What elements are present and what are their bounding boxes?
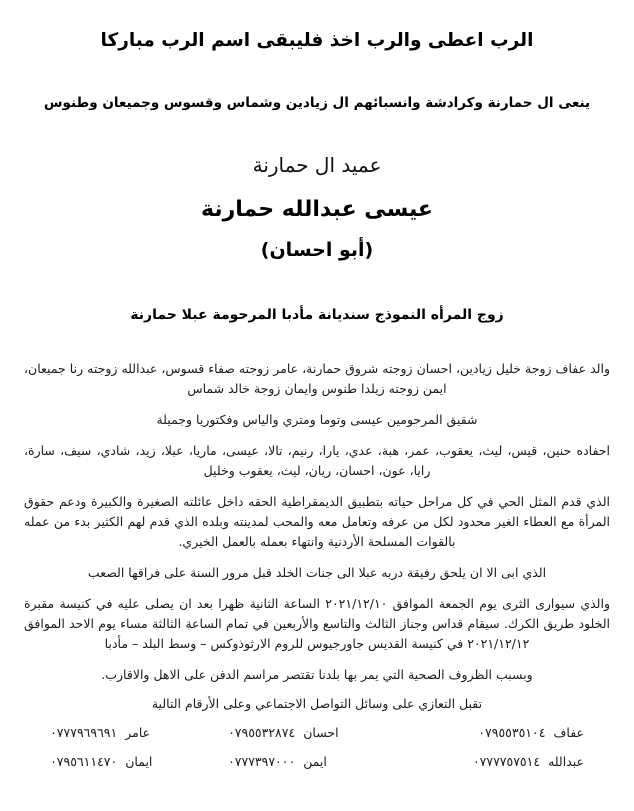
contact-entry-ayman	[228, 754, 406, 769]
paragraph-children: والد عفاف زوجة خليل زيادين، احسان زوجته شروق حمارنة، عامر زوجته صفاء قسوس، عبدالله زوجته رنا جميعان، ايمن زوجته زيلدا طنوس وايمان زوجة خالد شماس	[24, 361, 610, 396]
spouse-line: زوج المرأه النموذج سنديانة مأدبا المرحومة عبلا حمارنة	[130, 307, 504, 323]
deceased-honorific: عميد ال حمارنة	[252, 153, 382, 177]
contact-name: احسان	[303, 725, 339, 740]
obituary-body	[24, 359, 610, 685]
contact-name: عامر	[125, 725, 151, 740]
contact-entry-amer	[50, 725, 228, 740]
contact-entry-ihsan	[228, 725, 406, 740]
contact-phone: ٠٧٧٧٩٦٩٦٩١	[50, 725, 118, 740]
paragraph-siblings: شقيق المرحومين عيسى وتوما ومتري والياس وفكتوريا وجميلة	[156, 412, 478, 427]
contact-phone: ٠٧٩٥٥٣٢٨٧٤	[228, 725, 296, 740]
contact-entry-iman	[50, 754, 228, 769]
deceased-name: عيسى عبدالله حمارنة	[201, 197, 433, 222]
deceased-kunya: (أبو احسان)	[260, 239, 374, 261]
contact-numbers	[24, 725, 610, 769]
contact-phone: ٠٧٩٥٦١١٤٧٠	[50, 754, 118, 769]
paragraph-funeral-details: والذي سيوارى الثرى يوم الجمعة الموافق ٢٠٢١/١٢/١٠ الساعة الثانية ظهرا بعد ان يصلى عليه في كنيسة مقبرة الخلود طريق الكرك. سيقام قداس وجناز الثالث والتاسع والأربعين في تمام الساعة الثالثة مساء يوم الاحد الموافق ٢٠٢١/١٢/١٢ في كنيسة القديس جاورجيوس للروم الارثوذوكس – وسط البلد – مأدبا	[24, 596, 610, 651]
contact-name: عبدالله	[548, 754, 584, 769]
contact-phone: ٠٧٧٧٣٩٧٠٠٠	[228, 754, 296, 769]
contact-row-2	[50, 754, 584, 769]
condolences-line: تقبل التعازي على وسائل التواصل الاجتماعي وعلى الأرقام التالية	[151, 696, 483, 711]
paragraph-grandchildren: احفاده حنين، قيس، ليث، يعقوب، عمر، هبة، عدي، يارا، رنيم، تالا، عيسى، ماريا، عبلا، زيد، شادي، سيف، سارة، رايا، عون، احسان، ريان، ليث، يعقوب وخليل	[24, 443, 610, 478]
contact-row-1	[50, 725, 584, 740]
contact-name: عفاف	[553, 725, 584, 740]
contact-entry-afaf	[406, 725, 584, 740]
paragraph-covid-note: وبسبب الظروف الصحية التي يمر بها بلدنا تقتصر مراسم الدفن على الاهل والاقارب.	[101, 667, 533, 682]
contact-phone: ٠٧٧٧٧٥٧٥١٤	[472, 754, 541, 769]
contact-entry-abdallah	[406, 754, 584, 769]
contact-phone: ٠٧٩٥٥٣٥١٠٤	[478, 725, 546, 740]
mourning-families-line: ينعى ال حمارنة وكرادشة وانسبائهم ال زيادين وشماس وقسوس وجميعان وطنوس	[43, 95, 591, 111]
contact-name: ايمان	[125, 754, 153, 769]
scripture-verse: الرب اعطى والرب اخذ فليبقى اسم الرب مباركا	[100, 30, 534, 51]
paragraph-eulogy: الذي قدم المثل الحي في كل مراحل حياته بتطبيق الديمقراطية الحقه داخل عائلته الصغيرة والكبيرة ودعم حقوق المرأة مع العطاء الغير محدود لكل من عرفه وتعامل معه والمحب لمدينته وبلده الذي قدم لهم الكثير بدء من عمله بالقوات المسلحة الأردنية وانتهاء بعمله بالعمل الخيري.	[24, 494, 610, 549]
paragraph-wife-reunion: الذي ابى الا ان يلحق رفيقة دربه عبلا الى جنات الخلد قبل مرور السنة على فراقها الصعب	[87, 565, 547, 580]
contact-name: ايمن	[303, 754, 327, 769]
